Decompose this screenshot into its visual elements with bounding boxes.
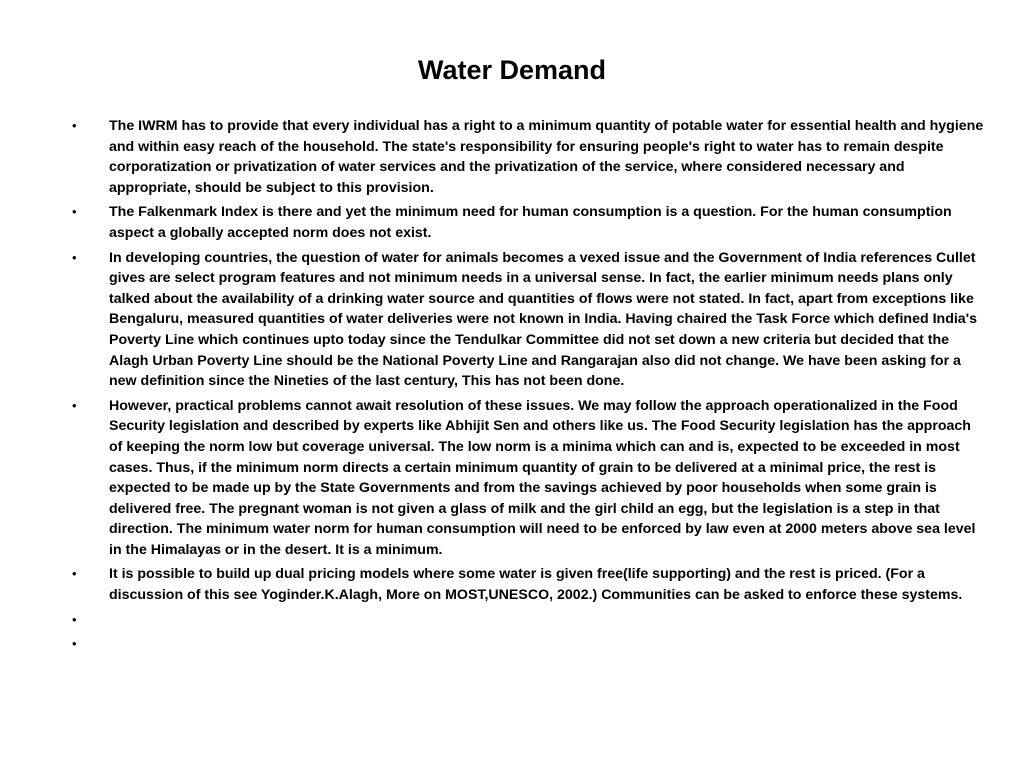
bullet-icon: •	[72, 118, 77, 133]
bullet-icon: •	[72, 397, 77, 413]
bullet-text: It is possible to build up dual pricing models where some water is given free(life supporting) and the rest is priced. (For a discussion of this see Yoginder.K.Alagh, More on MOST,UNESCO, 2002.) Communities can be asked to enforce these systems.	[109, 566, 963, 604]
list-item	[0, 564, 1024, 605]
bullet-icon: •	[72, 566, 77, 582]
list-item	[0, 202, 1024, 243]
bullet-icon: •	[72, 204, 77, 220]
bullet-text: The Falkenmark Index is there and yet the minimum need for human consumption is a question. For the human consumption aspect a globally accepted norm does not exist.	[109, 204, 952, 241]
slide-title: Water Demand	[417, 55, 607, 85]
list-item	[0, 634, 1024, 655]
bullet-icon: •	[72, 636, 77, 652]
list-item	[0, 396, 1024, 561]
bullet-text: However, practical problems cannot await resolution of these issues. We may follow the approach operationalized in the Food Security legislation and described by experts like Abhijit Sen and others like us. The Food Security legislation has the approach of keeping the norm low but coverage universal. The low norm is a minima which can and is, expected to be exceeded in most cases. Thus, if the minimum norm directs a certain minimum quantity of grain to be delivered at a minimal price, the rest is expected to be made up by the State Governments and from the savings achieved by poor households when some grain is delivered free. The pregnant woman is not given a glass of milk and the girl child an egg, but the legislation is a step in that direction. The minimum water norm for human consumption will need to be enforced by law even at 2000 meters above sea level in the Himalayas or in the desert. It is a minimum.	[109, 397, 976, 558]
bullet-icon: •	[72, 611, 77, 627]
bullet-icon: •	[72, 249, 77, 265]
list-item	[0, 116, 1024, 198]
bullet-list	[0, 116, 1024, 659]
bullet-text: In developing countries, the question of water for animals becomes a vexed issue and the Government of India references Cullet gives are select program features and not minimum needs in a universal sense. In fact, the earlier minimum needs plans only talked about the availability of a drinking water source and quantities of flows were not stated. In fact, apart from exceptions like Bengaluru, measured quantities of water deliveries were not known in India. Having chaired the Task Force which defined India's Poverty Line which continues upto today since the Tendulkar Committee did not set down a new criteria but decided that the Alagh Urban Poverty Line should be the National Poverty Line and Rangarajan also did not change. We have been asking for a new definition since the Nineties of the last century, This has not been done.	[109, 249, 977, 390]
bullet-text: The IWRM has to provide that every individual has a right to a minimum quantity of potable water for essential health and hygiene and within easy reach of the household. The state's responsibility for ensuring people's right to water has to remain despite corporatization or privatization of water services and the privatization of the service, where considered necessary and appropriate, should be subject to this provision.	[109, 118, 984, 196]
list-item	[0, 248, 1024, 392]
list-item	[0, 610, 1024, 631]
